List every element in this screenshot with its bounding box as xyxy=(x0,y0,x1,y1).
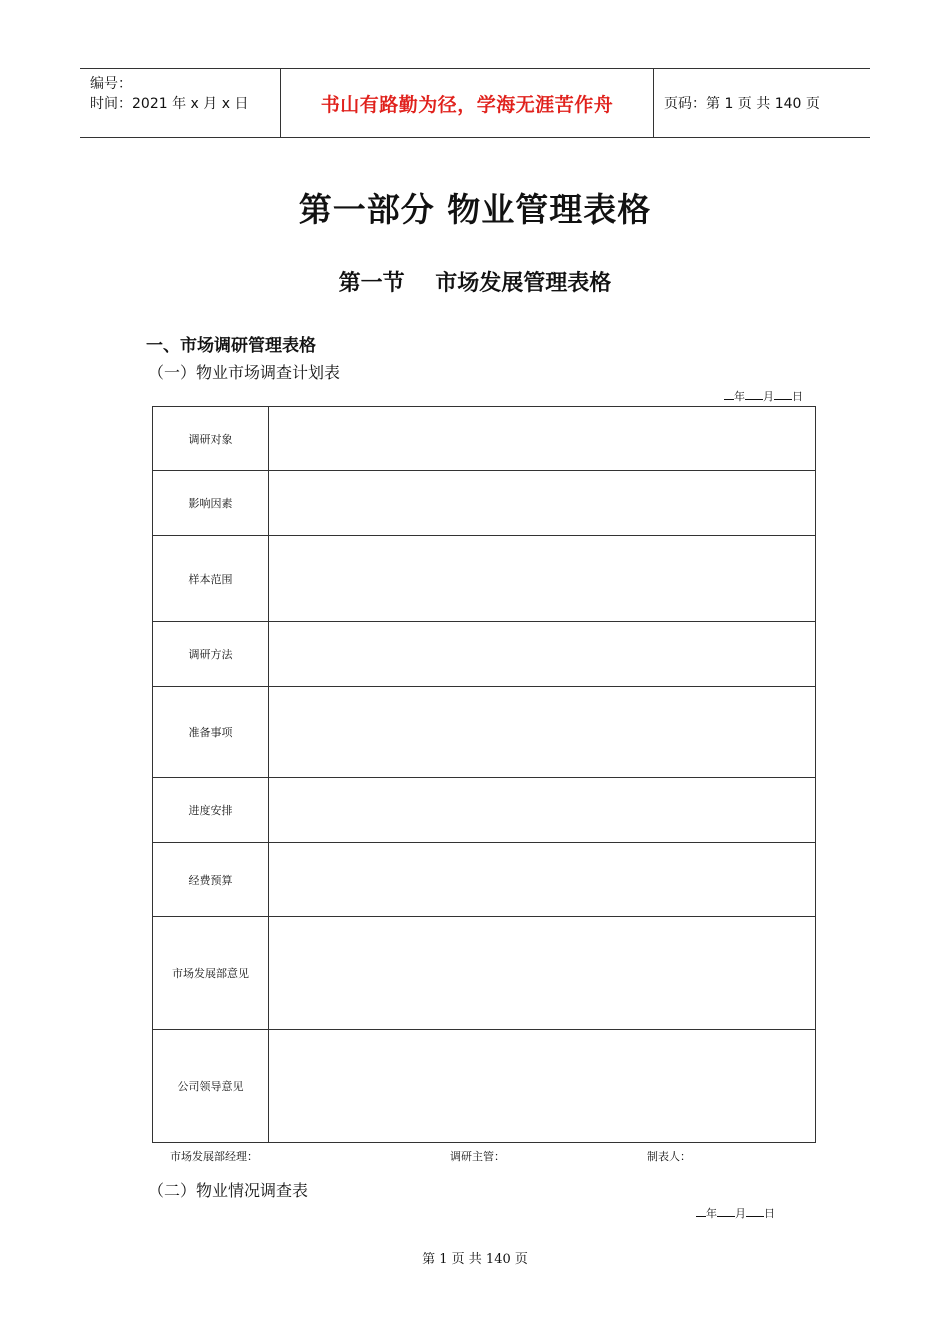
row-value-field[interactable] xyxy=(269,407,816,471)
table-row xyxy=(153,843,816,917)
date-month: 月 xyxy=(763,390,774,403)
signature-manager: 市场发展部经理： xyxy=(170,1150,258,1163)
header-meta-cell xyxy=(80,69,281,137)
date-month: 月 xyxy=(735,1207,746,1220)
signature-supervisor: 调研主管： xyxy=(450,1150,505,1163)
row-label: 公司领导意见 xyxy=(153,1030,269,1143)
row-label: 影响因素 xyxy=(153,471,269,536)
form2-title: （二）物业情况调查表 xyxy=(148,1181,309,1200)
row-value-field[interactable] xyxy=(269,471,816,536)
row-label: 市场发展部意见 xyxy=(153,917,269,1030)
part-title: 第一部分 物业管理表格 xyxy=(298,190,652,229)
table-row xyxy=(153,536,816,622)
survey-plan-table xyxy=(152,406,816,1143)
signature-preparer: 制表人： xyxy=(647,1150,691,1163)
row-label: 样本范围 xyxy=(153,536,269,622)
table-row xyxy=(153,687,816,778)
page-footer: 第 1 页 共 140 页 xyxy=(422,1252,528,1267)
table-row xyxy=(153,917,816,1030)
date-year: 年 xyxy=(734,390,745,403)
row-label: 经费预算 xyxy=(153,843,269,917)
row-value-field[interactable] xyxy=(269,1030,816,1143)
row-value-field[interactable] xyxy=(269,778,816,843)
row-value-field[interactable] xyxy=(269,843,816,917)
table-row xyxy=(153,778,816,843)
form1-date-line xyxy=(724,388,803,404)
table-row xyxy=(153,471,816,536)
row-label: 调研方法 xyxy=(153,622,269,687)
row-value-field[interactable] xyxy=(269,687,816,778)
subsection-title: 一、市场调研管理表格 xyxy=(146,336,316,356)
row-value-field[interactable] xyxy=(269,622,816,687)
date-day: 日 xyxy=(764,1207,775,1220)
row-value-field[interactable] xyxy=(269,917,816,1030)
form2-date-line xyxy=(696,1205,775,1221)
doc-time-label: 时间：2021 年 x 月 x 日 xyxy=(90,96,249,112)
section-title: 第一节 市场发展管理表格 xyxy=(338,270,612,296)
row-label: 调研对象 xyxy=(153,407,269,471)
date-year: 年 xyxy=(706,1207,717,1220)
table-row xyxy=(153,622,816,687)
date-day: 日 xyxy=(792,390,803,403)
header-page-cell xyxy=(654,69,870,137)
table-row xyxy=(153,407,816,471)
header-motto: 书山有路勤为径，学海无涯苦作舟 xyxy=(320,93,614,116)
header-page-info: 页码：第 1 页 共 140 页 xyxy=(664,96,820,112)
table-row xyxy=(153,1030,816,1143)
row-label: 准备事项 xyxy=(153,687,269,778)
header-motto-cell xyxy=(281,69,654,137)
doc-number-label: 编号： xyxy=(90,76,132,92)
row-label: 进度安排 xyxy=(153,778,269,843)
row-value-field[interactable] xyxy=(269,536,816,622)
form1-title: （一）物业市场调查计划表 xyxy=(148,363,341,382)
document-header xyxy=(80,68,870,138)
